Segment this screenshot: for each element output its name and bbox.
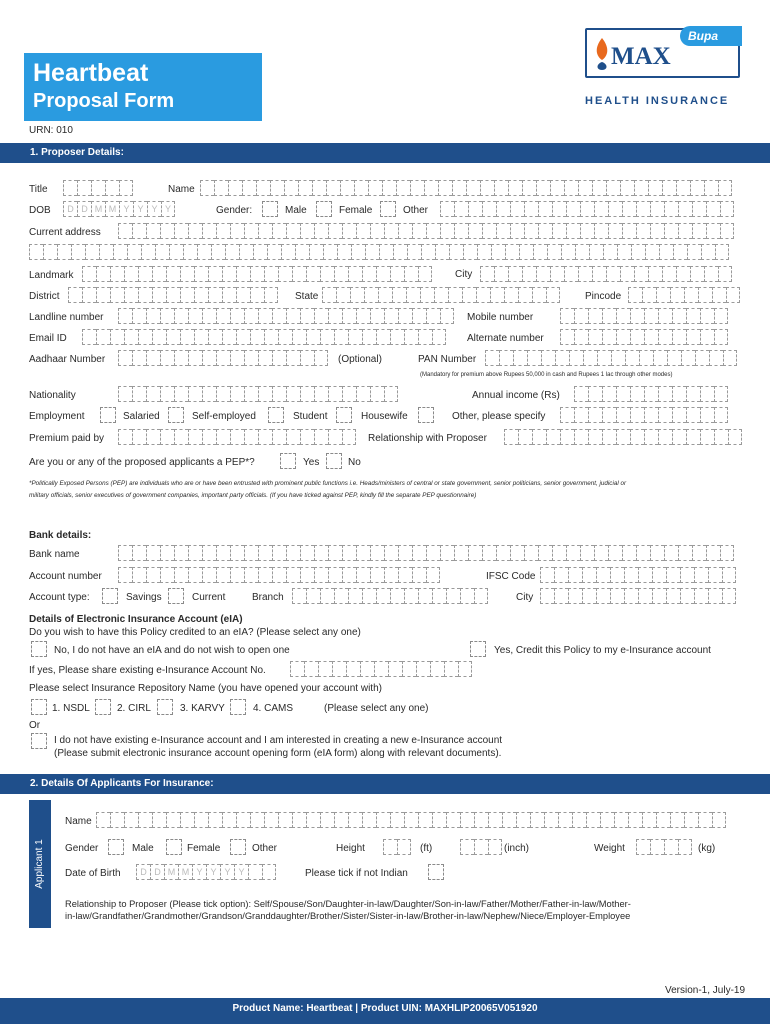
label-alternate: Alternate number (467, 333, 544, 344)
female-label: Female (339, 205, 373, 216)
height-label: Height (336, 843, 365, 854)
ft-label: (ft) (420, 843, 433, 854)
label-premium: Premium paid by (29, 433, 105, 444)
new-eia-line1: I do not have existing e-Insurance account and I am interested in creating a new e-Insurance account (54, 735, 503, 746)
applicant-side-label: Applicant 1 (34, 839, 45, 889)
label-pan: PAN Number (418, 354, 477, 365)
label-address: Current address (29, 227, 101, 238)
height-ft-field[interactable] (383, 839, 411, 855)
label-mobile: Mobile number (467, 312, 534, 323)
email-field[interactable] (82, 329, 446, 345)
applicant-dob-field[interactable]: D D M M Y Y Y Y (136, 864, 276, 880)
branch-field[interactable] (292, 588, 488, 604)
relationship-line2: in-law/Grandfather/Grandmother/Grandson/Granddaughter/Brother/Sister/Sister-in-law/Brother-in-law/Nephew/Niece/Employer-Employee (65, 911, 631, 921)
pep-question: Are you or any of the proposed applicants a PEP*? (29, 457, 255, 468)
salaried-checkbox[interactable] (100, 407, 116, 423)
eia-yes-label: Yes, Credit this Policy to my e-Insurance account (494, 645, 711, 656)
cirl-checkbox[interactable] (95, 699, 111, 715)
address-line1[interactable] (118, 223, 734, 239)
other-employment-label: Other, please specify (452, 411, 546, 422)
dob-field[interactable]: D D M M Y Y Y Y (63, 201, 175, 217)
selfemployed-checkbox[interactable] (168, 407, 184, 423)
city-field[interactable] (480, 266, 732, 282)
other-employment-checkbox[interactable] (418, 407, 434, 423)
bank-city-field[interactable] (540, 588, 736, 604)
karvy-checkbox[interactable] (157, 699, 173, 715)
pep-yes-label: Yes (303, 457, 320, 468)
salaried-label: Salaried (123, 411, 160, 422)
pep-note-1: *Politically Exposed Persons (PEP) are individuals who are or have been entrusted with prominent public functions i.e. Heads/ministers of central or state government, senior politicians, senior government, judicial or (29, 480, 627, 487)
applicant-name-field[interactable] (96, 812, 726, 828)
flame-icon (592, 36, 612, 72)
label-district: District (29, 291, 60, 302)
savings-label: Savings (126, 592, 162, 603)
label-landmark: Landmark (29, 270, 74, 281)
label-account-type: Account type: (29, 592, 90, 603)
kg-label: (kg) (698, 843, 716, 854)
eia-yes-checkbox[interactable] (470, 641, 486, 657)
version-text: Version-1, July-19 (665, 985, 746, 996)
new-eia-checkbox[interactable] (31, 733, 47, 749)
female-checkbox[interactable] (316, 201, 332, 217)
alternate-field[interactable] (560, 329, 728, 345)
other-employment-field[interactable] (560, 407, 728, 423)
new-eia-line2: (Please submit electronic insurance account opening form (eIA form) along with relevant documents). (54, 748, 502, 759)
housewife-label: Housewife (361, 411, 408, 422)
label-name: Name (168, 184, 195, 195)
state-field[interactable] (322, 287, 560, 303)
cams-label: 4. CAMS (253, 703, 294, 714)
eia-account-field[interactable] (290, 661, 472, 677)
eia-no-label: No, I do not have an eIA and do not wish to open one (54, 645, 290, 656)
bank-title: Bank details: (29, 530, 92, 541)
weight-field[interactable] (636, 839, 692, 855)
student-label: Student (293, 411, 328, 422)
product-info: Product Name: Heartbeat | Product UIN: MAXHLIP20065V051920 (232, 1003, 538, 1014)
applicant-dob-label: Date of Birth (65, 868, 121, 879)
applicant-female-label: Female (187, 843, 221, 854)
label-ifsc: IFSC Code (486, 571, 536, 582)
relation-field[interactable] (504, 429, 742, 445)
label-bank-name: Bank name (29, 549, 80, 560)
select-any-label: (Please select any one) (324, 703, 429, 714)
title-banner (24, 53, 262, 121)
label-nationality: Nationality (29, 390, 76, 401)
label-employment: Employment (29, 411, 85, 422)
urn: URN: 010 (29, 125, 73, 136)
nationality-field[interactable] (118, 386, 398, 402)
label-landline: Landline number (29, 312, 104, 323)
housewife-checkbox[interactable] (336, 407, 352, 423)
label-relation: Relationship with Proposer (368, 433, 487, 444)
pan-note: (Mandatory for premium above Rupees 50,000 in cash and Rupees 1 lac through other modes) (420, 372, 673, 378)
ifsc-field[interactable] (540, 567, 736, 583)
account-number-field[interactable] (118, 567, 440, 583)
cams-checkbox[interactable] (230, 699, 246, 715)
nsdl-label: 1. NSDL (52, 703, 90, 714)
pan-field[interactable] (485, 350, 737, 366)
section-applicants-header: 2. Details Of Applicants For Insurance: (0, 774, 770, 794)
dob-extra-field[interactable] (440, 201, 734, 217)
applicant-other-label: Other (252, 843, 278, 854)
label-city: City (455, 269, 473, 280)
pep-note-2: military officials, senior executives of government companies, important party officials. (If you have ticked against PEP, kindly fill the separate PEP questionnaire) (29, 492, 477, 499)
landmark-field[interactable] (82, 266, 432, 282)
label-aadhaar: Aadhaar Number (29, 354, 106, 365)
label-pincode: Pincode (585, 291, 622, 302)
company-logo (585, 28, 740, 110)
label-account-number: Account number (29, 571, 102, 582)
not-indian-label: Please tick if not Indian (305, 868, 408, 879)
form-title: Heartbeat (33, 59, 149, 87)
selfemployed-label: Self-employed (192, 411, 256, 422)
landline-field[interactable] (118, 308, 454, 324)
pep-no-label: No (348, 457, 361, 468)
inch-label: (inch) (504, 843, 530, 854)
not-indian-checkbox[interactable] (428, 864, 444, 880)
eia-title: Details of Electronic Insurance Account (eIA) (29, 614, 243, 625)
karvy-label: 3. KARVY (180, 703, 225, 714)
applicant-gender-label: Gender (65, 843, 99, 854)
applicant-female-checkbox[interactable] (166, 839, 182, 855)
or-label: Or (29, 720, 41, 731)
form-subtitle: Proposal Form (33, 90, 175, 112)
label-email: Email ID (29, 333, 67, 344)
label-income: Annual income (Rs) (472, 390, 560, 401)
label-bank-city: City (516, 592, 534, 603)
other-checkbox[interactable] (380, 201, 396, 217)
pep-no-checkbox[interactable] (326, 453, 342, 469)
tagline: HEALTH INSURANCE (585, 95, 730, 107)
section-proposer-header: 1. Proposer Details: (0, 143, 770, 163)
label-optional: (Optional) (338, 354, 382, 365)
eia-share-label: If yes, Please share existing e-Insurance Account No. (29, 665, 266, 676)
label-dob: DOB (29, 205, 51, 216)
applicant-male-label: Male (132, 843, 154, 854)
mobile-field[interactable] (560, 308, 728, 324)
name-field[interactable] (200, 180, 732, 196)
bank-name-field[interactable] (118, 545, 734, 561)
applicant-male-checkbox[interactable] (108, 839, 124, 855)
other-label: Other (403, 205, 429, 216)
title-field[interactable] (63, 180, 133, 196)
applicant-other-checkbox[interactable] (230, 839, 246, 855)
eia-no-checkbox[interactable] (31, 641, 47, 657)
brand-name: MAX (611, 43, 671, 70)
premium-field[interactable] (118, 429, 356, 445)
male-checkbox[interactable] (262, 201, 278, 217)
applicant-name-label: Name (65, 816, 92, 827)
student-checkbox[interactable] (268, 407, 284, 423)
label-title: Title (29, 184, 48, 195)
nsdl-checkbox[interactable] (31, 699, 47, 715)
relationship-line1: Relationship to Proposer (Please tick option): Self/Spouse/Son/Daughter-in-law/Daughter/Son-in-law/Father/Mother/Father-in-law/Mother- (65, 899, 631, 909)
weight-label: Weight (594, 843, 625, 854)
pincode-field[interactable] (628, 287, 740, 303)
cirl-label: 2. CIRL (117, 703, 151, 714)
current-label: Current (192, 592, 226, 603)
label-branch: Branch (252, 592, 284, 603)
height-inch-field[interactable] (460, 839, 502, 855)
male-label: Male (285, 205, 307, 216)
district-field[interactable] (68, 287, 278, 303)
pep-yes-checkbox[interactable] (280, 453, 296, 469)
address-line2[interactable] (29, 244, 729, 260)
bupa-text: Bupa (688, 29, 718, 43)
current-checkbox[interactable] (168, 588, 184, 604)
eia-repo-label: Please select Insurance Repository Name (you have opened your account with) (29, 683, 382, 694)
label-gender: Gender: (216, 205, 253, 216)
savings-checkbox[interactable] (102, 588, 118, 604)
label-state: State (295, 291, 319, 302)
income-field[interactable] (574, 386, 728, 402)
aadhaar-field[interactable] (118, 350, 328, 366)
eia-question: Do you wish to have this Policy credited to an eIA? (Please select any one) (29, 627, 361, 638)
